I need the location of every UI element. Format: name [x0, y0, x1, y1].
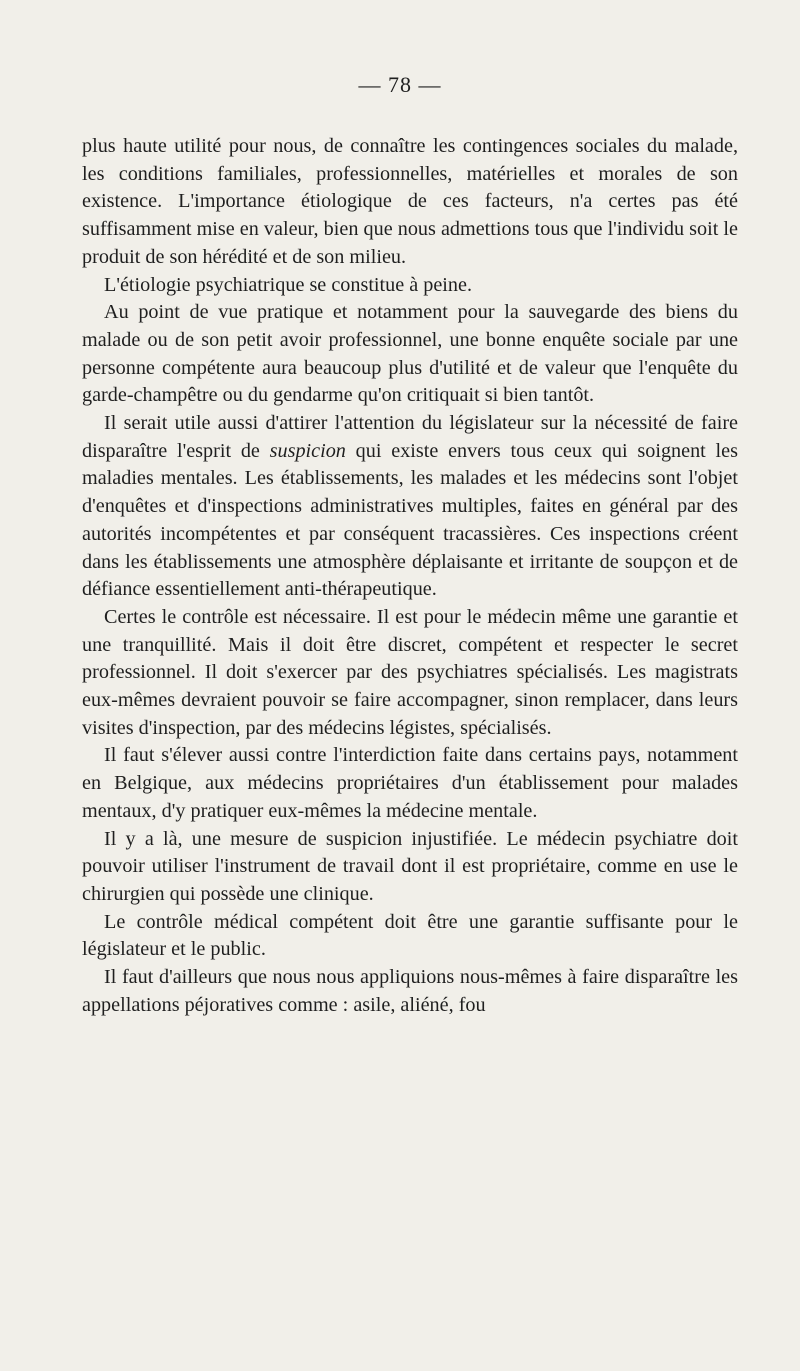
paragraph-6: Il faut s'élever aussi contre l'interdiction faite dans certains pays, notamment en Belgique, aux médecins propriétaires d'un établissement pour malades mentaux, d'y pratiquer eux-mêmes la médecine mentale.	[82, 744, 738, 822]
paragraph-2: L'étiologie psychiatrique se constitue à peine.	[104, 273, 473, 296]
paragraph-9: Il faut d'ailleurs que nous nous appliquions nous-mêmes à faire disparaître les appellations péjoratives comme : asile, aliéné, fou	[82, 966, 738, 1016]
body-text	[82, 133, 738, 1020]
paragraph-4-text-before: Il serait utile aussi d'attirer l'attention du législateur sur la nécessité de faire disparaître l'esprit de	[82, 412, 738, 462]
paragraph-4-text-after: qui existe envers tous ceux qui soignent les maladies mentales. Les établissements, les malades et les médecins sont l'objet d'enquêtes et d'inspections administratives multiples, faites en général par des autorités incompétentes et par conséquent tracassières. Ces inspections créent dans les établissements une atmosphère déplaisante et irritante de soupçon et de défiance essentiellement anti-thérapeutique.	[82, 439, 738, 601]
paragraph-1: plus haute utilité pour nous, de connaître les contingences sociales du malade, les conditions familiales, professionnelles, matérielles et morales de son existence. L'importance étiologique de ces facteurs, n'a certes pas été suffisamment mise en valeur, bien que nous admettions tous que l'individu soit le produit de son hérédité et de son milieu.	[82, 135, 738, 268]
paragraph-7: Il y a là, une mesure de suspicion injustifiée. Le médecin psychiatre doit pouvoir utiliser l'instrument de travail dont il est propriétaire, comme en use le chirurgien qui possède une clinique.	[82, 827, 738, 905]
paragraph-4	[82, 410, 738, 604]
paragraph-3: Au point de vue pratique et notamment pour la sauvegarde des biens du malade ou de son petit avoir professionnel, une bonne enquête sociale par une personne compétente aura beaucoup plus d'utilité et de valeur que l'enquête du garde-champêtre ou du gendarme qu'on critiquait si bien tantôt.	[82, 301, 738, 407]
paragraph-5: Certes le contrôle est nécessaire. Il est pour le médecin même une garantie et une tranquillité. Mais il doit être discret, compétent et respecter le secret professionnel. Il doit s'exercer par des psychiatres spécialisés. Les magistrats eux-mêmes devraient pouvoir se faire accompagner, sinon remplacer, dans leurs visites d'inspection, par des médecins légistes, spécialisés.	[82, 605, 738, 739]
paragraph-8: Le contrôle médical compétent doit être une garantie suffisante pour le législateur et le public.	[82, 910, 738, 961]
page-number: — 78 —	[358, 72, 442, 97]
emphasis-suspicion: suspicion	[269, 439, 346, 462]
